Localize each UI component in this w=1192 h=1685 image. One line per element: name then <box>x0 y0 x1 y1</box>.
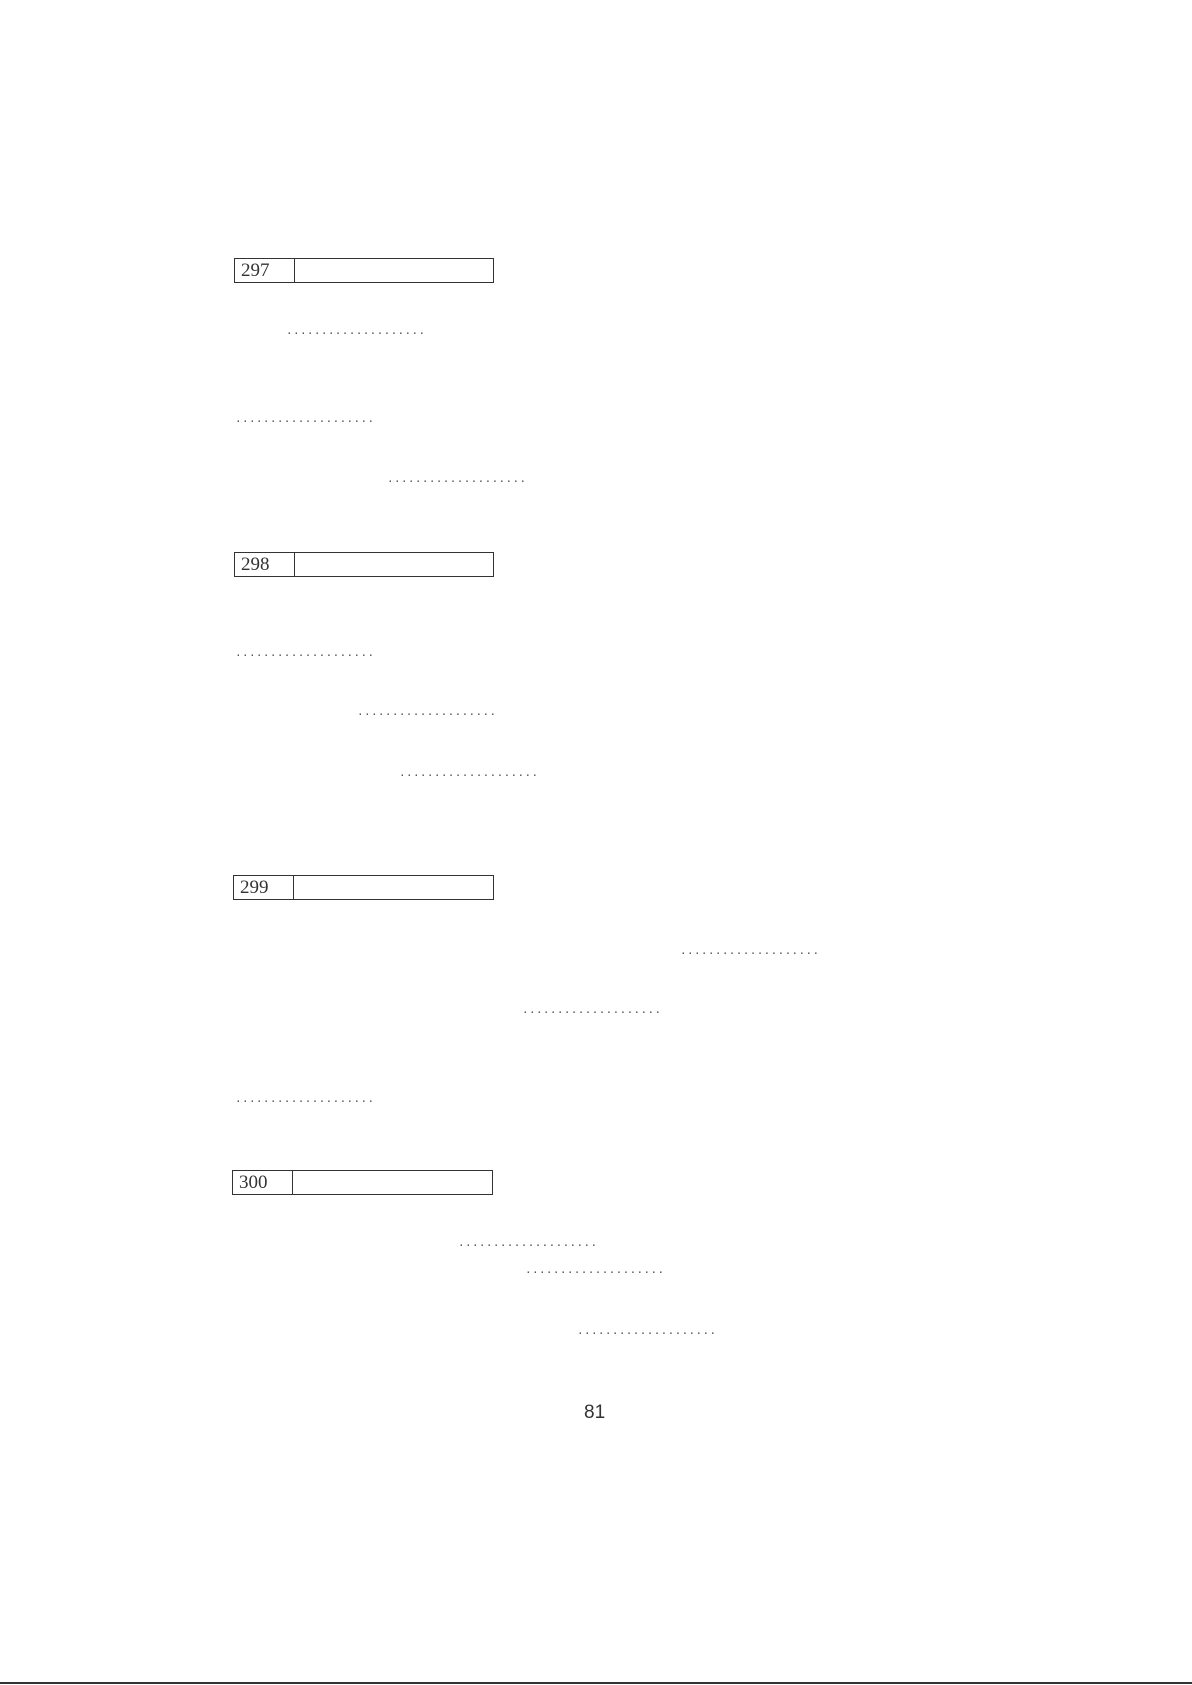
page-number: 81 <box>584 1402 606 1423</box>
answer-field <box>295 259 493 282</box>
answer-blank: .................... <box>357 705 497 718</box>
question-number: 298 <box>235 553 295 576</box>
answer-blank: .................... <box>680 944 820 957</box>
answer-field <box>294 876 493 899</box>
answer-field <box>295 553 493 576</box>
question-number: 297 <box>235 259 295 282</box>
answer-blank: .................... <box>235 412 375 425</box>
answer-blank: .................... <box>399 766 539 779</box>
answer-blank: .................... <box>235 646 375 659</box>
answer-blank: .................... <box>458 1236 598 1249</box>
question-number: 299 <box>234 876 294 899</box>
answer-blank: .................... <box>577 1324 717 1337</box>
answer-blank: .................... <box>387 472 527 485</box>
answer-field <box>293 1171 492 1194</box>
answer-blank: .................... <box>286 324 426 337</box>
question-box-297 <box>234 258 494 283</box>
bottom-rule <box>0 1682 1192 1684</box>
answer-blank: .................... <box>522 1003 662 1016</box>
answer-blank: .................... <box>525 1263 665 1276</box>
question-box-298 <box>234 552 494 577</box>
question-box-300 <box>232 1170 493 1195</box>
question-box-299 <box>233 875 494 900</box>
question-number: 300 <box>233 1171 293 1194</box>
answer-blank: .................... <box>235 1092 375 1105</box>
